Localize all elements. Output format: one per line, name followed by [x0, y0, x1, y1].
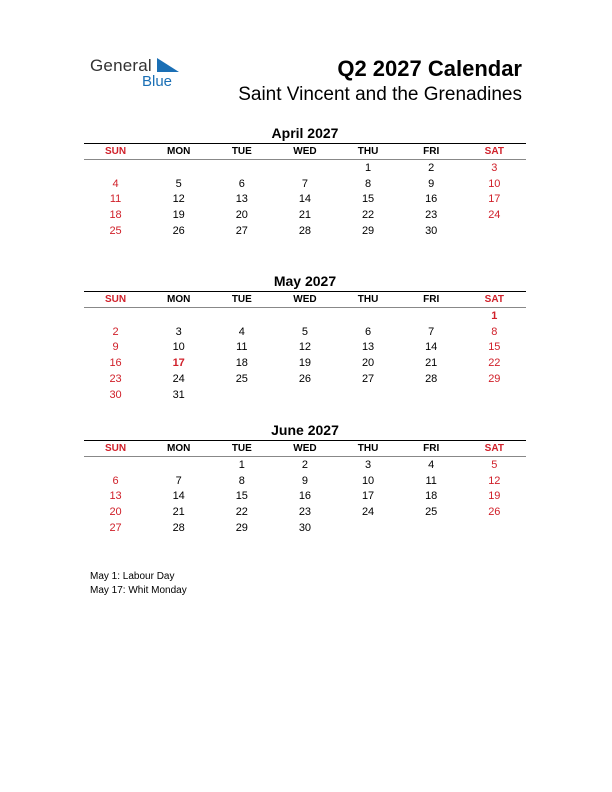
weekday-header: TUE — [231, 294, 252, 305]
day-cell: 23 — [298, 506, 312, 519]
holiday-note: May 1: Labour Day — [90, 571, 175, 582]
month-april — [84, 125, 526, 239]
day-cell: 9 — [112, 341, 119, 354]
day-cell: 2 — [301, 458, 308, 471]
day-cell: 17 — [488, 193, 501, 206]
day-cell: 13 — [361, 341, 375, 354]
day-cell: 26 — [298, 373, 312, 386]
day-cell: 19 — [488, 490, 501, 503]
day-cell: 22 — [361, 209, 375, 222]
day-cell: 30 — [109, 388, 122, 401]
day-cell: 14 — [425, 341, 438, 354]
day-cell: 25 — [235, 373, 248, 386]
week-row — [84, 176, 526, 192]
day-cell: 1 — [365, 161, 372, 174]
weekday-header: WED — [293, 443, 317, 454]
weekday-header: FRI — [423, 294, 440, 305]
day-cell: 2 — [428, 161, 435, 174]
day-cell: 30 — [425, 225, 438, 238]
day-cell: 21 — [172, 506, 185, 519]
day-cell: 8 — [491, 325, 498, 338]
day-cell: 15 — [361, 193, 375, 206]
day-cell: 28 — [425, 373, 438, 386]
day-cell: 24 — [172, 373, 185, 386]
day-cell: 27 — [109, 522, 122, 535]
day-cell: 13 — [235, 193, 248, 206]
weekday-header: MON — [167, 294, 191, 305]
week-row — [84, 371, 526, 387]
day-cell: 15 — [235, 490, 248, 503]
day-cell: 29 — [235, 522, 248, 535]
day-cell: 10 — [172, 341, 185, 354]
day-cell: 6 — [112, 474, 119, 487]
month-june — [84, 422, 526, 536]
day-cell: 8 — [238, 474, 245, 487]
week-row — [84, 192, 526, 208]
week-row — [84, 387, 526, 403]
day-cell: 8 — [365, 177, 372, 190]
weekday-header: SAT — [484, 294, 504, 305]
day-cell: 7 — [428, 325, 435, 338]
weekday-header: MON — [167, 146, 191, 157]
day-cell: 31 — [172, 388, 185, 401]
day-cell: 25 — [425, 506, 438, 519]
day-cell: 4 — [238, 325, 245, 338]
day-cell: 28 — [172, 522, 185, 535]
day-cell: 23 — [425, 209, 438, 222]
weekday-header: THU — [357, 146, 379, 157]
month-may — [84, 273, 526, 403]
logo-flag-icon — [157, 58, 179, 72]
page-title: Q2 2027 Calendar — [337, 56, 522, 81]
day-cell: 24 — [488, 209, 501, 222]
day-cell: 7 — [301, 177, 308, 190]
logo-general-text: General — [90, 56, 152, 75]
day-cell: 3 — [365, 458, 372, 471]
weekday-header: MON — [167, 443, 191, 454]
weekday-header: SAT — [484, 146, 504, 157]
day-cell: 12 — [298, 341, 312, 354]
weekday-header: TUE — [231, 443, 252, 454]
day-cell: 6 — [238, 177, 245, 190]
day-cell: 18 — [109, 209, 122, 222]
day-cell: 5 — [491, 458, 498, 471]
week-row — [84, 355, 526, 371]
weekday-header: SUN — [105, 443, 127, 454]
day-cell: 26 — [172, 225, 185, 238]
weekday-header: TUE — [231, 146, 252, 157]
day-cell: 7 — [175, 474, 182, 487]
day-cell: 20 — [109, 506, 122, 519]
day-cell: 10 — [488, 177, 501, 190]
weekday-header: WED — [293, 146, 317, 157]
day-cell: 23 — [109, 373, 122, 386]
day-cell: 24 — [361, 506, 375, 519]
month-title: April 2027 — [271, 125, 339, 141]
day-cell: 17 — [172, 357, 185, 370]
day-cell: 4 — [428, 458, 435, 471]
day-cell: 28 — [298, 225, 312, 238]
week-row — [84, 473, 526, 489]
weekday-header: SAT — [484, 443, 504, 454]
day-cell: 18 — [425, 490, 438, 503]
weekday-header-row — [84, 441, 526, 457]
day-cell: 11 — [109, 193, 122, 206]
day-cell: 4 — [112, 177, 119, 190]
day-cell: 14 — [298, 193, 312, 206]
holiday-note: May 17: Whit Monday — [90, 585, 187, 596]
day-cell: 26 — [488, 506, 501, 519]
day-cell: 6 — [365, 325, 372, 338]
weekday-header: FRI — [423, 443, 440, 454]
weekday-header: THU — [357, 443, 379, 454]
holiday-list — [90, 570, 187, 598]
day-cell: 3 — [175, 325, 182, 338]
day-cell: 1 — [491, 309, 498, 322]
day-cell: 11 — [425, 474, 437, 487]
day-cell: 20 — [361, 357, 375, 370]
week-row — [84, 489, 526, 505]
week-row — [84, 223, 526, 239]
logo-blue-text: Blue — [142, 73, 173, 90]
day-cell: 22 — [235, 506, 248, 519]
generalblue-logo — [90, 56, 200, 96]
day-cell: 16 — [109, 357, 122, 370]
day-cell: 27 — [361, 373, 375, 386]
week-row — [84, 457, 526, 473]
day-cell: 1 — [238, 458, 245, 471]
day-cell: 21 — [298, 209, 312, 222]
day-cell: 27 — [235, 225, 248, 238]
day-cell: 17 — [361, 490, 375, 503]
day-cell: 19 — [172, 209, 185, 222]
weekday-header: FRI — [423, 146, 440, 157]
day-cell: 12 — [488, 474, 501, 487]
month-title: May 2027 — [273, 273, 337, 289]
day-cell: 16 — [298, 490, 312, 503]
day-cell: 5 — [175, 177, 182, 190]
day-cell: 15 — [488, 341, 501, 354]
weekday-header: THU — [357, 294, 379, 305]
weekday-header: WED — [293, 294, 317, 305]
day-cell: 9 — [301, 474, 308, 487]
weekday-header-row — [84, 144, 526, 160]
day-cell: 14 — [172, 490, 185, 503]
day-cell: 11 — [236, 341, 248, 354]
day-cell: 10 — [361, 474, 375, 487]
day-cell: 19 — [298, 357, 312, 370]
week-row — [84, 160, 526, 176]
weekday-header: SUN — [105, 294, 127, 305]
day-cell: 22 — [488, 357, 501, 370]
day-cell: 5 — [301, 325, 308, 338]
week-row — [84, 504, 526, 520]
week-row — [84, 207, 526, 223]
day-cell: 21 — [425, 357, 438, 370]
day-cell: 20 — [235, 209, 248, 222]
day-cell: 9 — [428, 177, 435, 190]
page-subtitle: Saint Vincent and the Grenadines — [238, 84, 522, 105]
week-row — [84, 308, 526, 324]
day-cell: 2 — [112, 325, 119, 338]
day-cell: 13 — [109, 490, 122, 503]
week-row — [84, 340, 526, 356]
day-cell: 29 — [488, 373, 501, 386]
weekday-header: SUN — [105, 146, 127, 157]
weekday-header-row — [84, 292, 526, 308]
day-cell: 12 — [172, 193, 185, 206]
day-cell: 16 — [425, 193, 438, 206]
day-cell: 25 — [109, 225, 122, 238]
day-cell: 3 — [491, 161, 498, 174]
month-title: June 2027 — [271, 422, 339, 438]
day-cell: 30 — [298, 522, 312, 535]
day-cell: 18 — [235, 357, 248, 370]
week-row — [84, 520, 526, 536]
week-row — [84, 324, 526, 340]
day-cell: 29 — [361, 225, 375, 238]
